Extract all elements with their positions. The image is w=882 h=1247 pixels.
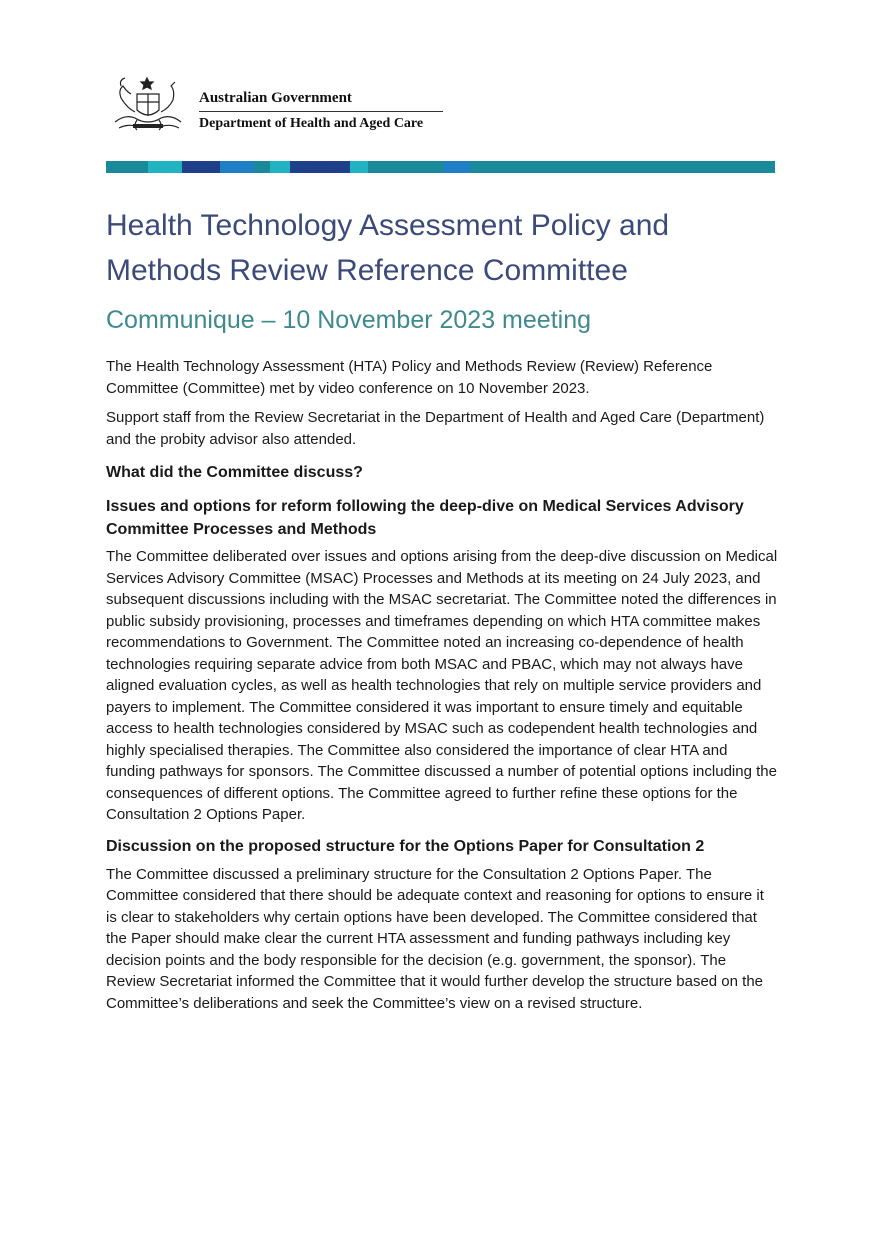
government-name: Australian Government [199, 90, 352, 106]
section-heading: What did the Committee discuss? [106, 464, 363, 481]
document-body [106, 203, 778, 1014]
band-segment [106, 161, 148, 173]
band-segment [290, 161, 350, 173]
band-segment [182, 161, 220, 173]
band-segment [350, 161, 368, 173]
band-segment [470, 161, 775, 173]
page-title: Health Technology Assessment Policy and Methods Review Reference Committee [106, 209, 670, 287]
band-segment [254, 161, 270, 173]
band-segment [148, 161, 182, 173]
intro-paragraph: The Health Technology Assessment (HTA) Policy and Methods Review (Review) Reference Committee (Committee) met by video conference on 10 November 2023. [106, 358, 713, 397]
band-segment [444, 161, 470, 173]
subsection-heading: Discussion on the proposed structure for the Options Paper for Consultation 2 [106, 837, 705, 855]
band-segment [368, 161, 444, 173]
department-name: Department of Health and Aged Care [199, 116, 424, 131]
intro-paragraph: Support staff from the Review Secretariat in the Department of Health and Aged Care (Department) and the probity advisor also attended. [106, 409, 765, 448]
subsection-heading: Issues and options for reform following the deep-dive on Medical Services Advisory Committee Processes and Methods [106, 498, 744, 538]
coat-of-arms-icon [107, 72, 191, 136]
subsection-body: The Committee discussed a preliminary structure for the Consultation 2 Options Paper. The Committee considered that there should be adequate context and reasoning for options to ensure it is clear to stakeholders why certain options have been developed. The Committee considered that the Paper should make clear the current HTA assessment and funding pathways including key decision points and the body responsible for the decision (e.g. government, the sponsor). The Review Secretariat informed the Committee that it would further develop the structure based on the Committee’s deliberations and seek the Committee’s view on a revised structure. [106, 865, 764, 1012]
subsection-body: The Committee deliberated over issues and options arising from the deep-dive discussion on Medical Services Advisory Committee (MSAC) Processes and Methods at its meeting on 24 July 2023, and subsequent discussions including with the MSAC secretariat. The Committee noted the differences in public subsidy provisioning, processes and timeframes depending on which HTA committee makes recommendations to Government. The Committee noted an increasing co-dependence of health technologies requiring separate advice from both MSAC and PBAC, which may not always have aligned evaluation cycles, as well as health technologies that rely on multiple service providers and payers to implement. The Committee considered it was important to ensure timely and equitable access to health technologies considered by MSAC such as codependent health technologies and highly specialised therapies. The Committee also considered the importance of clear HTA and funding pathways for sponsors. The Committee discussed a number of potential options including the consequences of different options. The Committee agreed to further refine these options for the Consultation 2 Options Paper. [106, 548, 778, 823]
band-segment [220, 161, 254, 173]
band-segment [270, 161, 290, 173]
page-subtitle: Communique – 10 November 2023 meeting [106, 306, 591, 334]
decorative-color-band [106, 161, 775, 173]
letterhead-divider [199, 111, 443, 112]
letterhead [107, 72, 447, 136]
